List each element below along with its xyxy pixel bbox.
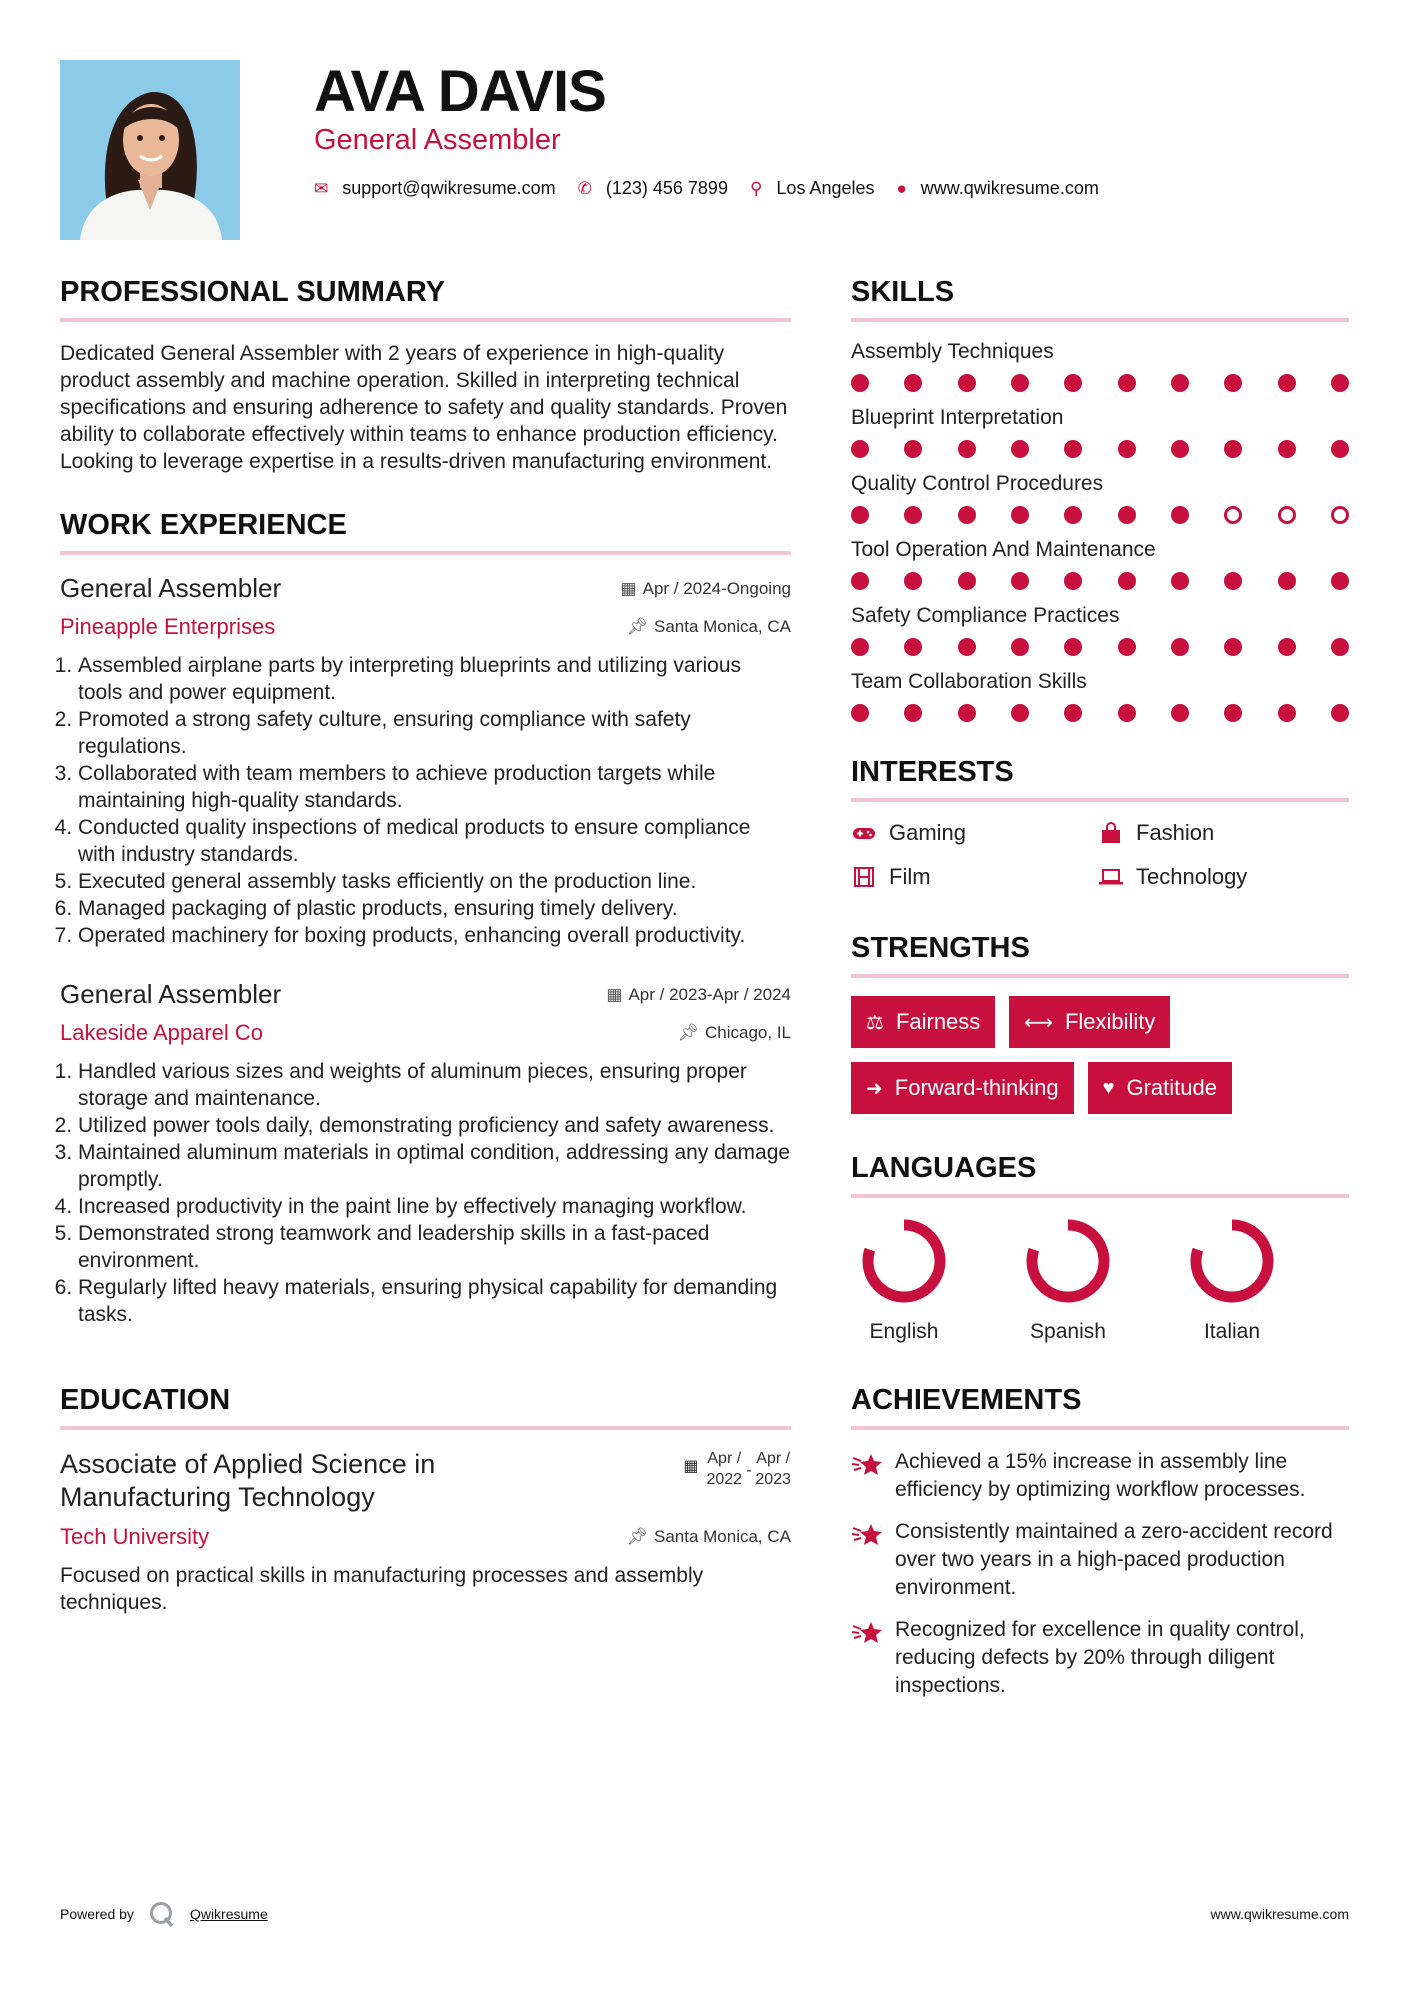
rating-dot-filled xyxy=(1064,440,1082,458)
language-name: Italian xyxy=(1203,1320,1261,1343)
skills-section xyxy=(851,276,1349,722)
shooting-star-icon xyxy=(851,1520,885,1602)
skill-name: Team Collaboration Skills xyxy=(851,670,1087,693)
skill-rating xyxy=(851,374,1349,392)
skill-rating xyxy=(851,572,1349,590)
achievements-heading: ACHIEVEMENTS xyxy=(851,1384,1349,1430)
phone-icon: ✆ xyxy=(577,178,592,198)
experience-heading: WORK EXPERIENCE xyxy=(60,509,791,555)
qwikresume-link[interactable]: Qwikresume xyxy=(189,1906,268,1922)
interest-item xyxy=(851,864,1098,890)
list-item: 4. Increased productivity in the paint line by effectively managing workflow. xyxy=(78,1193,791,1220)
skill-item xyxy=(851,538,1349,590)
rating-dot-filled xyxy=(1011,506,1029,524)
date-separator: - xyxy=(746,1462,752,1479)
pushpin-icon: 📌︎ xyxy=(677,1023,699,1042)
job-bullets xyxy=(60,1058,791,1328)
envelope-icon: ✉ xyxy=(314,178,329,198)
rating-dot-filled xyxy=(1224,638,1242,656)
rating-dot-filled xyxy=(958,374,976,392)
skill-item xyxy=(851,340,1349,392)
education-date xyxy=(683,1448,791,1490)
film-icon xyxy=(851,866,877,888)
map-pin-icon: ⚲ xyxy=(749,178,763,198)
list-item: 4. Conducted quality inspections of medical products to ensure compliance with industry standards. xyxy=(78,814,791,868)
calendar-icon: ▦ xyxy=(683,1458,699,1475)
rating-dot-filled xyxy=(1118,440,1136,458)
list-item: 7. Operated machinery for boxing products, enhancing overall productivity. xyxy=(78,922,791,949)
rating-dot-filled xyxy=(1011,374,1029,392)
date-end-month: Apr / xyxy=(756,1450,791,1467)
interest-label: Film xyxy=(889,864,931,889)
strength-badge xyxy=(851,996,995,1048)
skill-name: Blueprint Interpretation xyxy=(851,406,1064,429)
summary-section xyxy=(60,276,791,475)
skill-name: Quality Control Procedures xyxy=(851,472,1104,495)
left-column xyxy=(60,276,791,1616)
rating-dot-filled xyxy=(851,440,869,458)
rating-dot-filled xyxy=(1171,572,1189,590)
skill-rating xyxy=(851,440,1349,458)
job-date: Apr / 2023-Apr / 2024 xyxy=(628,984,791,1004)
language-item xyxy=(859,1216,949,1344)
education-section xyxy=(60,1384,791,1616)
job-company: Pineapple Enterprises xyxy=(60,614,276,639)
interests-heading: INTERESTS xyxy=(851,756,1349,802)
achievements-section xyxy=(851,1384,1349,1700)
achievement-item xyxy=(851,1448,1349,1504)
rating-dot-filled xyxy=(1171,440,1189,458)
skills-heading: SKILLS xyxy=(851,276,1349,322)
list-item: 2. Promoted a strong safety culture, ensuring compliance with safety regulations. xyxy=(78,706,791,760)
language-name: Spanish xyxy=(1030,1320,1106,1343)
list-item: 1. Assembled airplane parts by interpreting blueprints and utilizing various tools and power equipment. xyxy=(78,652,791,706)
rating-dot-filled xyxy=(1331,374,1349,392)
rating-dot-filled xyxy=(1011,440,1029,458)
list-item: 3. Collaborated with team members to achieve production targets while maintaining high-quality standards. xyxy=(78,760,791,814)
list-item: 6. Managed packaging of plastic products, ensuring timely delivery. xyxy=(78,895,791,922)
gamepad-icon xyxy=(851,822,877,844)
rating-dot-filled xyxy=(904,374,922,392)
job-location: Chicago, IL xyxy=(705,1023,791,1042)
rating-dot-filled xyxy=(1064,704,1082,722)
rating-dot-filled xyxy=(1171,506,1189,524)
rating-dot-filled xyxy=(1278,374,1296,392)
list-item: 5. Demonstrated strong teamwork and leadership skills in a fast-paced environment. xyxy=(78,1220,791,1274)
date-start-year: 2022 xyxy=(706,1471,743,1488)
rating-dot-filled xyxy=(958,572,976,590)
portrait-image xyxy=(60,60,240,240)
rating-dot-filled xyxy=(1011,638,1029,656)
interest-item xyxy=(851,820,1098,846)
candidate-title: General Assembler xyxy=(314,124,561,156)
interests-section xyxy=(851,756,1349,890)
rating-dot-filled xyxy=(958,506,976,524)
candidate-name: AVA DAVIS xyxy=(314,59,606,124)
skill-item xyxy=(851,406,1349,458)
contact-email[interactable]: support@qwikresume.com xyxy=(342,178,556,198)
rating-dot-filled xyxy=(958,638,976,656)
summary-heading: PROFESSIONAL SUMMARY xyxy=(60,276,791,322)
rating-dot-empty xyxy=(1278,506,1296,524)
rating-dot-filled xyxy=(1064,572,1082,590)
rating-dot-filled xyxy=(851,638,869,656)
pushpin-icon: 📌︎ xyxy=(626,617,648,636)
education-school: Tech University xyxy=(60,1524,210,1549)
languages-heading: LANGUAGES xyxy=(851,1152,1349,1198)
calendar-icon: ▦ xyxy=(620,578,637,598)
rating-dot-filled xyxy=(851,704,869,722)
rating-dot-filled xyxy=(1118,374,1136,392)
interest-item xyxy=(1098,820,1348,846)
strength-badge xyxy=(1088,1062,1232,1114)
calendar-icon: ▦ xyxy=(606,984,623,1004)
footer xyxy=(60,1900,1349,1928)
laptop-icon xyxy=(1098,866,1124,888)
powered-by xyxy=(60,1900,268,1928)
rating-dot-empty xyxy=(1331,506,1349,524)
profile-photo xyxy=(60,60,240,240)
job-entry xyxy=(60,573,791,949)
rating-dot-filled xyxy=(851,374,869,392)
strength-badge xyxy=(851,1062,1074,1114)
qwikresume-logo-icon xyxy=(148,1900,176,1928)
list-item: 5. Executed general assembly tasks efficiently on the production line. xyxy=(78,868,791,895)
rating-dot-filled xyxy=(1331,572,1349,590)
skill-rating xyxy=(851,704,1349,722)
list-item: 3. Maintained aluminum materials in optimal condition, addressing any damage promptly. xyxy=(78,1139,791,1193)
language-proficiency-ring xyxy=(1187,1216,1277,1306)
shooting-star-icon xyxy=(851,1450,885,1504)
powered-by-label: Powered by xyxy=(60,1906,134,1922)
language-item xyxy=(1187,1216,1277,1344)
contact-location: Los Angeles xyxy=(776,178,875,198)
pushpin-icon: 📌︎ xyxy=(626,1527,648,1546)
rating-dot-filled xyxy=(1224,440,1242,458)
rating-dot-filled xyxy=(904,440,922,458)
list-item: 1. Handled various sizes and weights of aluminum pieces, ensuring proper storage and maintenance. xyxy=(78,1058,791,1112)
job-location: Santa Monica, CA xyxy=(653,617,791,636)
rating-dot-filled xyxy=(904,572,922,590)
rating-dot-filled xyxy=(958,704,976,722)
footer-url[interactable]: www.qwikresume.com xyxy=(1210,1906,1349,1922)
rating-dot-filled xyxy=(1331,704,1349,722)
achievement-text: Consistently maintained a zero-accident record over two years in a high-paced production environment. xyxy=(895,1520,1333,1599)
strength-badge xyxy=(1009,996,1170,1048)
heart-icon: ♥ xyxy=(1102,1076,1115,1099)
strengths-section xyxy=(851,932,1349,1114)
job-bullets xyxy=(60,652,791,949)
language-proficiency-arc xyxy=(868,1225,940,1297)
summary-text: Dedicated General Assembler with 2 years of experience in high-quality product assembly and machine operation. Skilled in interpreting technical specifications and ensuring adherence to safety and quality standards. Proven ability to collaborate effectively within teams to enhance production efficiency. Looking to leverage expertise in a results-driven manufacturing environment. xyxy=(60,342,788,473)
job-entry xyxy=(60,979,791,1328)
skill-item xyxy=(851,472,1349,524)
interest-label: Gaming xyxy=(889,820,967,845)
job-role: General Assembler xyxy=(60,573,282,603)
skill-item xyxy=(851,670,1349,722)
rating-dot-filled xyxy=(1278,638,1296,656)
skill-name: Safety Compliance Practices xyxy=(851,604,1120,627)
rating-dot-filled xyxy=(1011,572,1029,590)
strength-label: Fairness xyxy=(895,1009,981,1034)
rating-dot-filled xyxy=(851,506,869,524)
language-name: English xyxy=(869,1320,939,1343)
rating-dot-filled xyxy=(904,506,922,524)
rating-dot-filled xyxy=(1171,638,1189,656)
interest-item xyxy=(1098,864,1348,890)
shopping-bag-icon xyxy=(1098,822,1124,844)
rating-dot-empty xyxy=(1224,506,1242,524)
list-item: 2. Utilized power tools daily, demonstrating proficiency and safety awareness. xyxy=(78,1112,791,1139)
strength-label: Forward-thinking xyxy=(894,1075,1059,1100)
achievement-item xyxy=(851,1616,1349,1700)
rating-dot-filled xyxy=(1224,704,1242,722)
rating-dot-filled xyxy=(1331,638,1349,656)
scale-icon: ⚖ xyxy=(866,1011,884,1034)
contact-phone[interactable]: (123) 456 7899 xyxy=(605,178,728,198)
achievement-text: Achieved a 15% increase in assembly line efficiency by optimizing workflow processes. xyxy=(895,1450,1306,1501)
language-proficiency-arc xyxy=(1032,1225,1104,1297)
rating-dot-filled xyxy=(1118,572,1136,590)
education-heading: EDUCATION xyxy=(60,1384,791,1430)
strength-label: Gratitude xyxy=(1126,1075,1217,1100)
arrows-horizontal-icon: ⟷ xyxy=(1024,1011,1053,1034)
language-item xyxy=(1023,1216,1113,1344)
contact-bar xyxy=(314,178,1121,199)
interest-label: Technology xyxy=(1136,864,1248,889)
rating-dot-filled xyxy=(1278,572,1296,590)
achievement-text: Recognized for excellence in quality control, reducing defects by 20% through diligent inspections. xyxy=(895,1618,1305,1697)
rating-dot-filled xyxy=(1224,572,1242,590)
languages-section xyxy=(851,1152,1349,1344)
globe-icon: ● xyxy=(896,178,907,198)
rating-dot-filled xyxy=(1064,374,1082,392)
language-proficiency-arc xyxy=(1196,1225,1268,1297)
achievement-item xyxy=(851,1518,1349,1602)
skill-rating xyxy=(851,638,1349,656)
rating-dot-filled xyxy=(1118,638,1136,656)
rating-dot-filled xyxy=(1064,506,1082,524)
education-degree: Associate of Applied Science in Manufacturing Technology xyxy=(60,1449,436,1512)
skills-list xyxy=(851,340,1349,722)
list-item: 6. Regularly lifted heavy materials, ensuring physical capability for demanding tasks. xyxy=(78,1274,791,1328)
rating-dot-filled xyxy=(1171,704,1189,722)
rating-dot-filled xyxy=(1171,374,1189,392)
skill-item xyxy=(851,604,1349,656)
rating-dot-filled xyxy=(1118,704,1136,722)
right-column xyxy=(851,276,1349,1714)
job-company: Lakeside Apparel Co xyxy=(60,1020,264,1045)
rating-dot-filled xyxy=(1278,704,1296,722)
skill-rating xyxy=(851,506,1349,524)
strengths-heading: STRENGTHS xyxy=(851,932,1349,978)
arrow-right-icon: ➜ xyxy=(866,1077,883,1100)
language-proficiency-ring xyxy=(859,1216,949,1306)
skill-name: Assembly Techniques xyxy=(851,340,1054,363)
interest-label: Fashion xyxy=(1136,820,1215,845)
job-role: General Assembler xyxy=(60,979,282,1009)
language-proficiency-ring xyxy=(1023,1216,1113,1306)
rating-dot-filled xyxy=(1278,440,1296,458)
experience-section xyxy=(60,509,791,1328)
rating-dot-filled xyxy=(1118,506,1136,524)
shooting-star-icon xyxy=(851,1618,885,1700)
education-description: Focused on practical skills in manufacturing processes and assembly techniques. xyxy=(60,1564,704,1614)
date-start-month: Apr / xyxy=(707,1450,742,1467)
rating-dot-filled xyxy=(851,572,869,590)
date-end-year: 2023 xyxy=(755,1471,791,1488)
strength-label: Flexibility xyxy=(1064,1009,1156,1034)
skill-name: Tool Operation And Maintenance xyxy=(851,538,1156,561)
rating-dot-filled xyxy=(904,638,922,656)
contact-website[interactable]: www.qwikresume.com xyxy=(920,178,1099,198)
rating-dot-filled xyxy=(1064,638,1082,656)
rating-dot-filled xyxy=(904,704,922,722)
rating-dot-filled xyxy=(1331,440,1349,458)
job-date: Apr / 2024-Ongoing xyxy=(642,578,791,598)
rating-dot-filled xyxy=(1224,374,1242,392)
rating-dot-filled xyxy=(958,440,976,458)
rating-dot-filled xyxy=(1011,704,1029,722)
education-location: Santa Monica, CA xyxy=(653,1527,791,1546)
